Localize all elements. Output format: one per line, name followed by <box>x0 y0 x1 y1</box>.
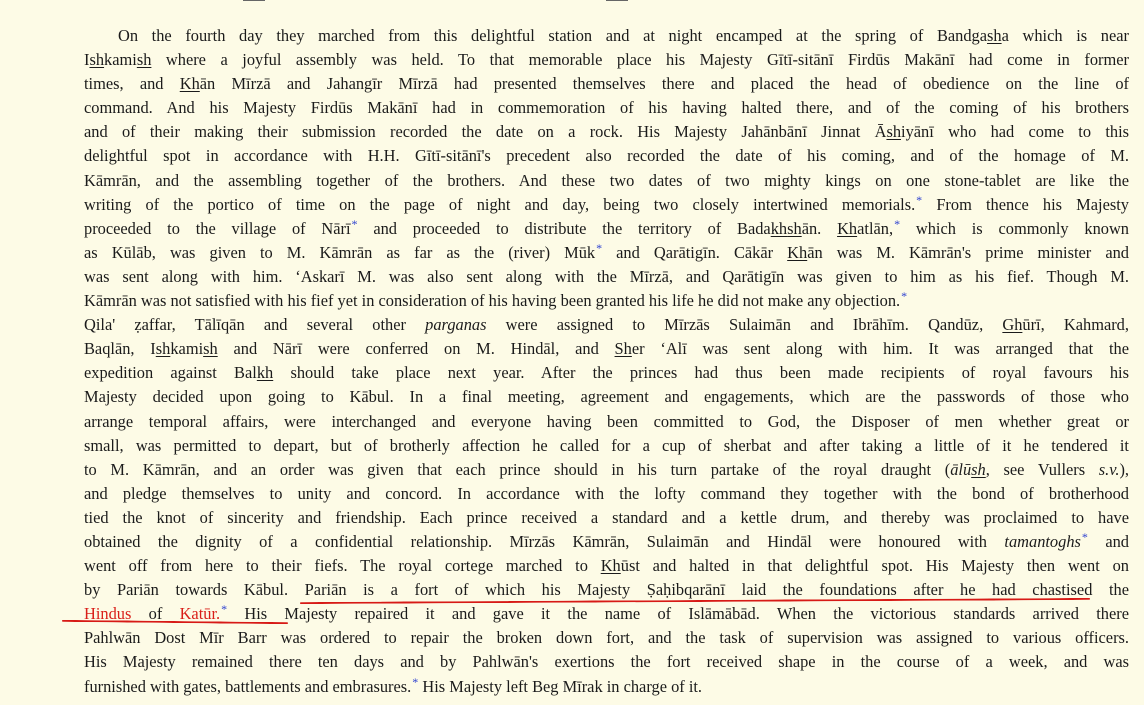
text-line <box>84 120 1129 144</box>
text-line <box>84 193 1129 217</box>
text-run: arrange temporal affairs, were interchanged and everyone having been committed to God, the Disposer of men whether great or <box>84 411 1129 431</box>
underlined-letters: Gh <box>1002 315 1023 335</box>
text-line <box>84 217 1129 241</box>
text-run: and pledge themselves to unity and concord. In accordance with the lofty command they together with the bond of brotherhood <box>84 483 1129 503</box>
text-run: expedition against Bal <box>84 363 257 383</box>
document-page <box>84 24 1129 699</box>
text-run: and of their making their submission recorded the date on a rock. His Majesty Jahānbānī Jinnat Ā <box>84 122 887 142</box>
text-line <box>84 458 1129 482</box>
highlighted-sentence: Pariān is a fort of which his Majesty Ṣaḥibqarānī laid the foundations after he had chastised the <box>304 580 1130 600</box>
text-run: was sent along with him. ‘Askarī M. was also sent along with the Mīrzā, and Qarātigīn was given to him as his fief. Though M. <box>84 266 1129 286</box>
text-run: ān. <box>801 218 838 238</box>
underlined-letters: sh <box>203 339 218 359</box>
text-line <box>84 626 1129 650</box>
text-run: ān was M. Kāmrān's prime minister and <box>807 242 1129 262</box>
text-run: small, was permitted to depart, but of brotherly affection he called for a cup of sherbat and after taking a little of it he tendered it <box>84 435 1129 455</box>
text-run: iyānī who had come to this <box>901 122 1129 142</box>
text-run: and Qarātigīn. Cākār <box>602 242 788 262</box>
text-run: a which is near <box>1001 26 1129 45</box>
text-run: should take place next year. After the princes had thus been made recipients of royal favours his <box>273 363 1129 383</box>
text-run: Kāmrān, and the assembling together of the brothers. And these two dates of two mighty kings on one stone-tablet are like the <box>84 170 1129 190</box>
text-run: of <box>131 604 180 624</box>
text-run: writing of the portico of time on the page of night and day, being two closely intertwined memorials. <box>84 194 916 214</box>
text-run: Pahlwān Dost Mīr Barr was ordered to repair the broken down fort, and the task of supervision was assigned to various officers. <box>84 628 1129 648</box>
text-run: Qila' ẓaffar, Tālīqān and several other <box>84 315 426 335</box>
underlined-letters: sh <box>886 122 902 142</box>
text-run: Kāmrān was not satisfied with his fief yet in consideration of his having been granted his life he did not make any objection. <box>84 291 901 311</box>
footnote-marker[interactable]: * <box>221 602 228 617</box>
text-run: His Majesty repaired it and gave it the name of Islāmābād. When the victorious standards arrived there <box>227 604 1129 624</box>
text-line <box>84 72 1129 96</box>
text-line <box>84 554 1129 578</box>
text-run: where a joyful assembly was held. To that memorable place his Majesty Gītī-sitānī Firdūs Makānī had come in former <box>151 50 1129 70</box>
italic-term: tamantoghs <box>1004 531 1081 551</box>
text-run: and proceeded to distribute the territory of Bada <box>357 218 771 238</box>
highlighted-red-text: Hindus <box>84 604 132 624</box>
text-line <box>84 506 1129 530</box>
text-run: command. And his Majesty Firdūs Makānī had in commemoration of his having halted there, and of the coming of his brothers <box>84 98 1129 118</box>
italic-term: parganas <box>425 315 487 335</box>
footnote-marker[interactable]: * <box>596 240 603 255</box>
text-run: proceeded to the village of Nārī <box>84 218 351 238</box>
underlined-letters: Sh <box>614 339 632 359</box>
text-run: times, and <box>84 74 180 94</box>
text-run: On the fourth day they marched from this delightful station and at night encamped at the spring of Bandga <box>118 26 988 45</box>
footnote-marker[interactable]: * <box>1081 529 1088 544</box>
underlined-letters: Kh <box>179 74 200 94</box>
fragment-mark <box>606 0 628 1</box>
text-run: His Majesty left Beg Mīrak in charge of it. <box>418 676 703 696</box>
underlined-letters: kh <box>256 363 274 383</box>
text-run: ūst and halted in that delightful spot. His Majesty then went on <box>620 556 1129 576</box>
text-run: atlān, <box>857 218 894 238</box>
text-run: delightful spot in accordance with H.H. Gītī-sitānī's precedent also recorded the date of his coming, and of the homage of M. <box>84 146 1129 166</box>
text-run: went off from here to their fiefs. The royal cortege marched to <box>84 556 601 576</box>
italic-term: ālū <box>950 459 972 479</box>
underlined-letters: kh <box>770 218 788 238</box>
footnote-marker[interactable]: * <box>916 192 923 207</box>
underlined-letters: sh <box>787 218 802 238</box>
text-line <box>84 530 1129 554</box>
text-run: His Majesty remained there ten days and by Pahlwān's exertions the fort received shape in the course of a week, and was <box>84 652 1129 672</box>
text-run: From thence his Majesty <box>922 194 1129 214</box>
text-line <box>84 337 1129 361</box>
text-run: to M. Kāmrān, and an order was given that each prince should in his turn partake of the royal draught ( <box>84 459 951 479</box>
text-line <box>84 675 1129 699</box>
text-line <box>84 434 1129 458</box>
text-run: by Pariān towards Kābul. <box>84 580 305 600</box>
underlined-letters: Kh <box>837 218 858 238</box>
highlighted-red-text: Katūr. <box>179 604 221 624</box>
italic-term: s.v. <box>1098 459 1120 479</box>
text-run: and Nārī were conferred on M. Hindāl, and <box>217 339 615 359</box>
text-run: kami <box>170 339 204 359</box>
text-run: were assigned to Mīrzās Sulaimān and Ibrāhīm. Qandūz, <box>486 315 1003 335</box>
text-run: obtained the dignity of a confidential relationship. Mīrzās Kāmrān, Sulaimān and Hindāl were honoured with <box>84 531 1005 551</box>
underlined-letters: sh <box>136 50 152 70</box>
italic-underlined-letters: sh <box>971 459 986 479</box>
text-line <box>84 48 1129 72</box>
text-run: kami <box>104 50 137 70</box>
text-line <box>84 361 1129 385</box>
underlined-letters: Kh <box>600 556 621 576</box>
text-line <box>84 96 1129 120</box>
text-run: which is commonly known <box>900 218 1130 238</box>
text-run: furnished with gates, battlements and embrasures. <box>84 676 412 696</box>
text-line <box>84 410 1129 434</box>
text-run: , see Vullers <box>985 459 1099 479</box>
previous-page-fragment <box>0 0 1144 2</box>
text-run: I <box>84 50 90 70</box>
text-run: ūrī, Kahmard, <box>1022 315 1129 335</box>
footnote-marker[interactable]: * <box>351 216 358 231</box>
footnote-marker[interactable]: * <box>894 216 901 231</box>
text-line <box>84 265 1129 289</box>
text-line <box>84 24 1129 48</box>
text-run: er ‘Alī was sent along with him. It was arranged that the <box>631 339 1130 359</box>
text-run: as Kūlāb, was given to M. Kāmrān as far as the (river) Mūk <box>84 242 596 262</box>
footnote-marker[interactable]: * <box>412 674 419 689</box>
underlined-letters: sh <box>89 50 105 70</box>
text-line <box>84 241 1129 265</box>
fragment-mark <box>243 0 265 1</box>
text-line <box>84 169 1129 193</box>
text-run: Baqlān, I <box>84 339 156 359</box>
underlined-letters: sh <box>155 339 171 359</box>
text-line <box>84 313 1129 337</box>
text-run: Majesty decided upon going to Kābul. In a final meeting, agreement and engagements, which are the passwords of those who <box>84 387 1129 407</box>
text-line <box>84 289 1129 313</box>
text-run: and <box>1087 531 1129 551</box>
text-line <box>84 385 1129 409</box>
footnote-marker[interactable]: * <box>901 289 908 304</box>
text-run: ), <box>1119 459 1129 479</box>
text-line <box>84 650 1129 674</box>
underlined-letters: sh <box>987 26 1002 45</box>
text-line <box>84 482 1129 506</box>
text-line <box>84 144 1129 168</box>
text-run: ān Mīrzā and Jahangīr Mīrzā had presented themselves there and placed the head of obedience on the line of <box>199 74 1129 94</box>
text-run: tied the knot of sincerity and friendship. Each prince received a standard and a kettle drum, and thereby was proclaimed to have <box>84 507 1129 527</box>
underlined-letters: Kh <box>787 242 808 262</box>
